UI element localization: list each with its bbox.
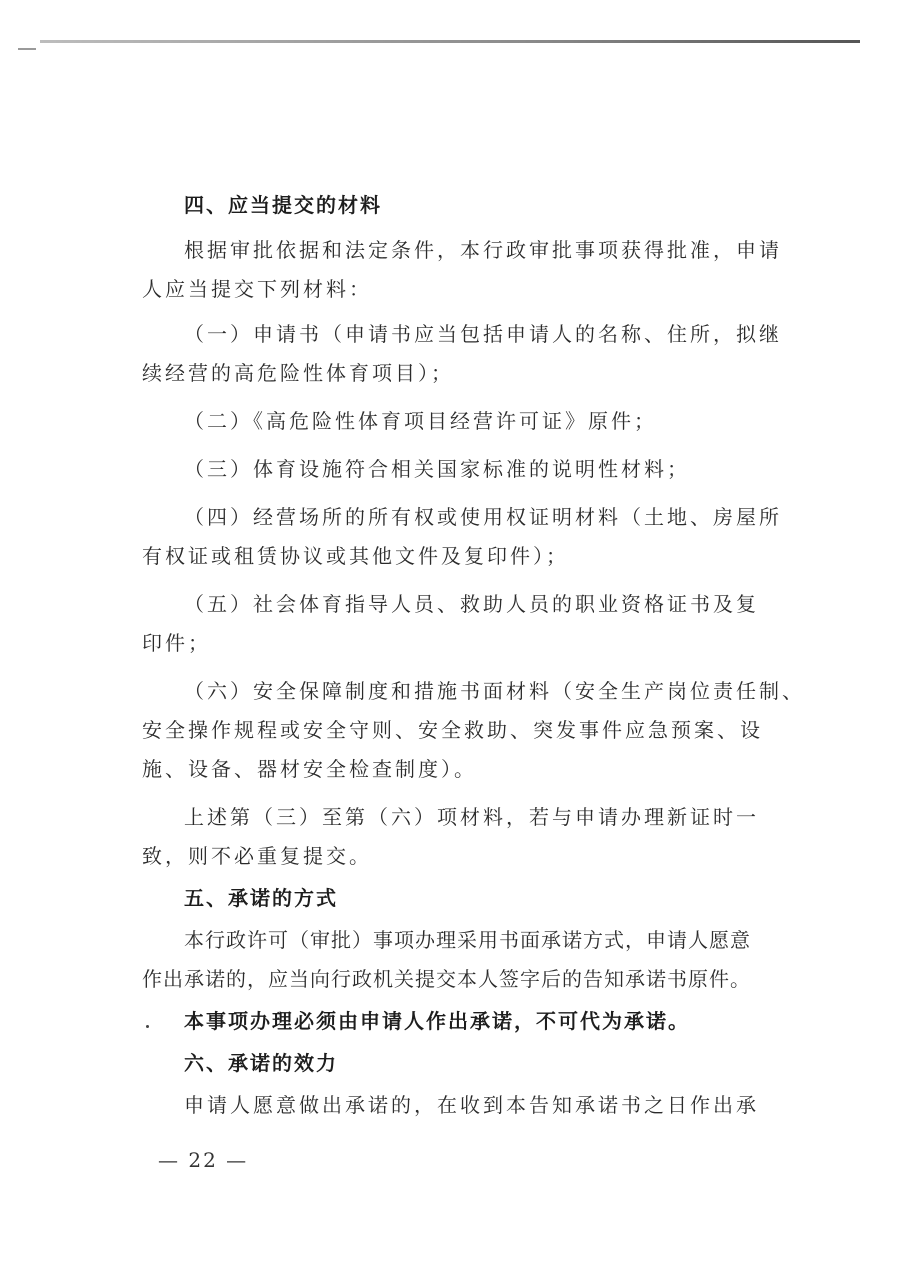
paragraph-line: 申请人愿意做出承诺的，在收到本告知承诺书之日作出承	[184, 1093, 759, 1117]
scan-left-mark	[18, 48, 36, 50]
paragraph-item-6	[142, 676, 805, 784]
paragraph-commitment-method	[142, 925, 772, 994]
paragraph-line: 人应当提交下列材料：	[142, 277, 372, 301]
scan-top-rule	[40, 40, 860, 43]
section-heading-materials: 四、应当提交的材料	[184, 193, 382, 217]
section-heading-commitment-effect: 六、承诺的效力	[184, 1051, 338, 1075]
scan-speck	[146, 1025, 149, 1028]
paragraph-item-5	[142, 589, 772, 658]
paragraph-item-1	[142, 319, 782, 388]
paragraph-item-2	[142, 406, 772, 436]
paragraph-line: （四）经营场所的所有权或使用权证明材料（土地、房屋所	[184, 505, 782, 529]
paragraph-line: （六）安全保障制度和措施书面材料（安全生产岗位责任制、	[184, 679, 805, 703]
paragraph-intro	[142, 235, 782, 304]
paragraph-commitment-effect	[142, 1090, 772, 1120]
paragraph-line: 致，则不必重复提交。	[142, 844, 372, 868]
paragraph-line: 上述第（三）至第（六）项材料，若与申请办理新证时一	[184, 805, 759, 829]
paragraph-line: 续经营的高危险性体育项目）；	[142, 361, 454, 385]
paragraph-item-3	[142, 454, 772, 484]
paragraph-item-4	[142, 502, 782, 571]
paragraph-line: （五）社会体育指导人员、救助人员的职业资格证书及复	[184, 592, 759, 616]
paragraph-line: 印件；	[142, 631, 211, 655]
paragraph-line: （三）体育设施符合相关国家标准的说明性材料；	[184, 457, 690, 481]
paragraph-line: 安全操作规程或安全守则、安全救助、突发事件应急预案、设	[142, 718, 763, 742]
document-page	[142, 190, 805, 1120]
page-number: — 22 —	[158, 1148, 249, 1172]
section-heading-commitment-method: 五、承诺的方式	[184, 886, 338, 910]
paragraph-note	[142, 802, 772, 871]
paragraph-line: （一）申请书（申请书应当包括申请人的名称、住所，拟继	[184, 322, 782, 346]
paragraph-line: 作出承诺的，应当向行政机关提交本人签字后的告知承诺书原件。	[142, 967, 751, 991]
paragraph-line: （二）《高危险性体育项目经营许可证》原件；	[184, 409, 657, 433]
paragraph-line: 根据审批依据和法定条件，本行政审批事项获得批准，申请	[184, 238, 782, 262]
emphasis-statement: 本事项办理必须由申请人作出承诺，不可代为承诺。	[184, 1009, 690, 1033]
paragraph-line: 有权证或租赁协议或其他文件及复印件）；	[142, 544, 569, 568]
paragraph-line: 本行政许可（审批）事项办理采用书面承诺方式，申请人愿意	[184, 928, 751, 952]
paragraph-line: 施、设备、器材安全检查制度）。	[142, 757, 477, 781]
